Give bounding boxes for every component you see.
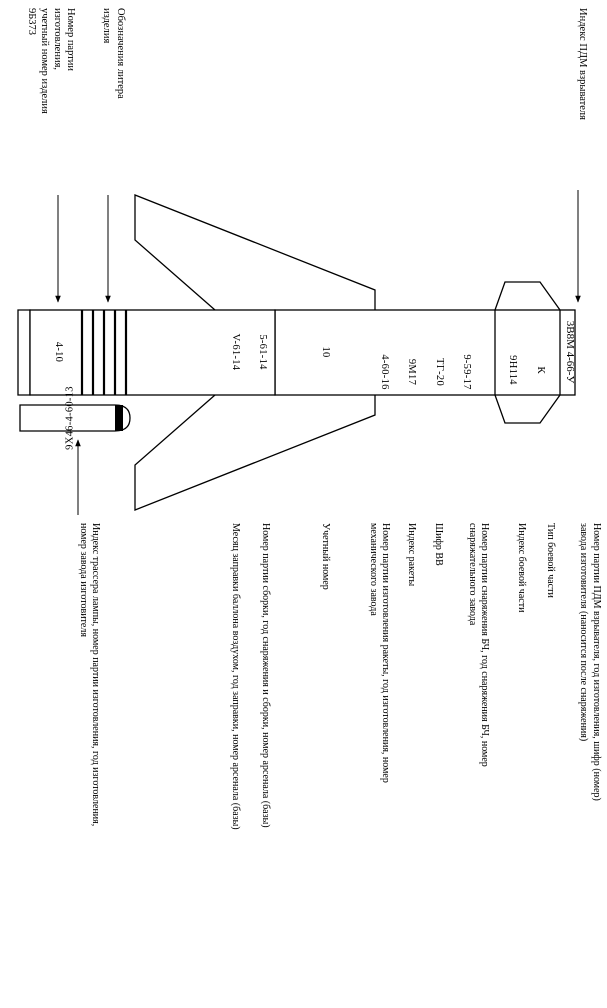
explosive-code-label: Шифр ВВ xyxy=(433,523,444,566)
wing-upper xyxy=(135,195,375,310)
missile-batch-label-2: механического завода xyxy=(368,523,379,616)
left-labels xyxy=(26,8,588,120)
assembly-marking: 5-61-14 xyxy=(257,334,268,370)
canard-lower xyxy=(495,395,560,423)
batch-label-3: учетный номер изделия xyxy=(39,8,50,114)
air-bottle-label: Месяц заправки баллона воздухом, год заправки, номер арсенала (базы) xyxy=(230,523,241,830)
filling-batch-marking: 9-59-17 xyxy=(461,354,472,390)
tracer-index-label-2: номер завода изготовителя xyxy=(78,523,89,637)
tail-batch-marking: 4-10 xyxy=(53,341,64,363)
warhead-type-marking: К xyxy=(535,366,547,374)
warhead-index-label: Индекс боевой части xyxy=(516,523,527,613)
wing-lower xyxy=(135,395,375,510)
missile-index-label: Индекс ракеты xyxy=(406,523,417,587)
right-labels xyxy=(78,523,602,830)
missile-index-marking: 9М17 xyxy=(406,358,417,386)
nozzle-cap xyxy=(18,310,30,395)
warhead-filling-label-1: Номер партии снаряжения БЧ, год снаряжения БЧ, номер xyxy=(479,523,490,767)
warhead-type-label: Тип боевой части xyxy=(545,523,556,598)
fuse-batch-label-2: завода изготовителя (наносится после снаряжения) xyxy=(578,523,589,742)
batch-label-1: Номер партии xyxy=(65,8,76,72)
tracer-marking: 9Х46-4-60-13 xyxy=(64,386,76,450)
warhead-index-marking: 9Н114 xyxy=(507,355,518,385)
missile-batch-label-1: Номер партии изготовления ракеты, год изготовления, номер xyxy=(380,523,391,783)
letter-designation-label-2: изделия xyxy=(101,8,112,44)
assembly-batch-label: Номер партии сборки, год снаряжения и сборки, номер арсенала (базы) xyxy=(260,523,271,828)
fuse-index-label: Индекс ПДМ взрывателя xyxy=(577,8,588,120)
missile-body xyxy=(275,310,575,395)
batch-label-4: 9Б373 xyxy=(26,8,37,36)
letter-designation-label-1: Обозначения литера xyxy=(115,8,126,99)
air-bottle-marking: V-61-14 xyxy=(230,333,241,371)
accounting-marking: 10 xyxy=(320,346,331,358)
batch-label-2: изготовления, xyxy=(52,8,63,71)
missile-batch-marking: 4-60-16 xyxy=(379,354,390,390)
warhead-filling-label-2: снаряжательного завода xyxy=(467,523,478,626)
explosive-marking: ТГ-20 xyxy=(434,358,445,386)
canard-upper xyxy=(495,282,560,310)
tracer-index-label-1: Индекс трассера лампы, номер партии изготовления, год изготовления, xyxy=(90,523,101,827)
fuse-marking: 3В8М 4-66-У xyxy=(564,320,576,384)
fuse-batch-label-1: Номер партии ПДМ взрывателя, год изготовления, шифр (номер) xyxy=(591,523,602,801)
accounting-number-label: Учетный номер xyxy=(320,523,331,590)
